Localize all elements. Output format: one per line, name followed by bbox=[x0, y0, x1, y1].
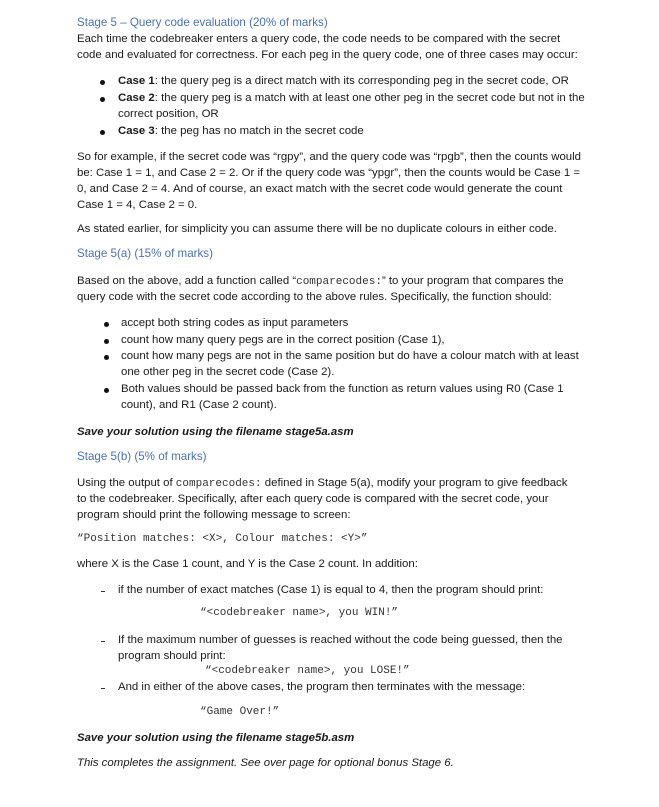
stage5a-intro-line-1 bbox=[77, 274, 564, 290]
assignment-complete-note: This completes the assignment. See over page for optional bonus Stage 6. bbox=[77, 757, 454, 769]
case1-label: Case 1 bbox=[118, 75, 155, 87]
bullet-icon bbox=[104, 322, 109, 327]
bullet-icon bbox=[100, 80, 105, 85]
stage5a-intro-line-2: query code with the secret code according to the above rules. Specifically, the function should: bbox=[77, 291, 552, 303]
stage5b-save-note: Save your solution using the filename stage5b.asm bbox=[77, 732, 355, 744]
case1-text: : the query peg is a direct match with its corresponding peg in the secret code, OR bbox=[154, 75, 569, 87]
terminate-condition: And in either of the above cases, the program then terminates with the message: bbox=[118, 681, 526, 693]
case2-label: Case 2 bbox=[118, 92, 155, 104]
bullet-icon bbox=[104, 339, 109, 344]
stage5a-bullet-3-cont: one other peg in the secret code (Case 2). bbox=[121, 366, 335, 378]
stage5a-bullet-3: count how many pegs are not in the same position but do have a colour match with at least bbox=[121, 350, 579, 362]
stage5a-bullet-2: count how many query pegs are in the correct position (Case 1), bbox=[121, 334, 445, 346]
example-line-4: Case 1 = 4, Case 2 = 0. bbox=[77, 199, 198, 211]
stage5-heading: Stage 5 – Query code evaluation (20% of marks) bbox=[77, 16, 328, 29]
stage5a-bullet-4-cont: count), and R1 (Case 2 count). bbox=[121, 399, 277, 411]
stage5-intro-line-2: code and evaluated for correctness. For each peg in the query code, one of three cases may occur: bbox=[77, 49, 578, 61]
bullet-icon bbox=[104, 388, 109, 393]
lose-condition: If the maximum number of guesses is reached without the code being guessed, then the bbox=[118, 634, 563, 646]
example-line-1: So for example, if the secret code was “rgpy”, and the query code was “rpgb”, then the counts would bbox=[77, 151, 581, 163]
stage5a-bullet-1: accept both string codes as input parameters bbox=[121, 317, 349, 329]
stage5a-intro-suffix: ” to your program that compares the bbox=[381, 275, 564, 287]
stage5-intro-line-1: Each time the codebreaker enters a query code, the code needs to be compared with the secret bbox=[77, 33, 561, 45]
stage5b-intro-line-1 bbox=[77, 476, 567, 492]
where-explanation: where X is the Case 1 count, and Y is the Case 2 count. In addition: bbox=[77, 558, 418, 570]
stage5a-bullet-4: Both values should be passed back from the function as return values using R0 (Case 1 bbox=[121, 383, 564, 395]
stage5b-intro-prefix: Using the output of bbox=[77, 477, 176, 489]
game-over-message-code: “Game Over!” bbox=[200, 706, 280, 718]
stage5b-heading: Stage 5(b) (5% of marks) bbox=[77, 450, 207, 463]
case2-text: : the query peg is a match with at least one other peg in the secret code but not in the bbox=[154, 92, 585, 104]
lose-condition-cont: program should print: bbox=[118, 650, 226, 662]
win-condition: if the number of exact matches (Case 1) is equal to 4, then the program should print: bbox=[118, 584, 544, 596]
stage5a-save-note: Save your solution using the filename stage5a.asm bbox=[77, 426, 354, 438]
stage5a-intro-prefix: Based on the above, add a function called “ bbox=[77, 275, 297, 287]
case3-item bbox=[118, 124, 364, 139]
dash-icon bbox=[101, 688, 105, 689]
win-message-code: “<codebreaker name>, you WIN!” bbox=[200, 607, 399, 619]
example-line-2: be: Case 1 = 1, and Case 2 = 2. Or if the query code was “ypgr”, then the counts would be Case 1 = bbox=[77, 167, 581, 179]
case2-item bbox=[118, 91, 585, 106]
case3-label: Case 3 bbox=[118, 125, 155, 137]
function-name-code: comparecodes: bbox=[175, 478, 262, 490]
stage5a-heading: Stage 5(a) (15% of marks) bbox=[77, 247, 213, 260]
dash-icon bbox=[101, 591, 105, 592]
dash-icon bbox=[101, 641, 105, 642]
case3-text: : the peg has no match in the secret code bbox=[154, 125, 364, 137]
stage5b-intro-suffix: defined in Stage 5(a), modify your program to give feedback bbox=[261, 477, 568, 489]
case1-item bbox=[118, 74, 569, 89]
stage5b-intro-line-2: to the codebreaker. Specifically, after each query code is compared with the secret code, your bbox=[77, 493, 549, 505]
duplicate-note: As stated earlier, for simplicity you can assume there will be no duplicate colours in either code. bbox=[77, 223, 557, 235]
lose-message-code: “<codebreaker name>, you LOSE!” bbox=[205, 665, 410, 677]
bullet-icon bbox=[100, 130, 105, 135]
stage5b-intro-line-3: program should print the following message to screen: bbox=[77, 509, 351, 521]
bullet-icon bbox=[104, 355, 109, 360]
feedback-message-code: “Position matches: <X>, Colour matches: <Y>” bbox=[77, 533, 368, 545]
bullet-icon bbox=[100, 97, 105, 102]
case2-text-cont: correct position, OR bbox=[118, 108, 219, 120]
example-line-3: 0, and Case 2 = 4. And of course, an exact match with the secret code would generate the count bbox=[77, 183, 563, 195]
function-name-code: comparecodes: bbox=[296, 276, 382, 288]
